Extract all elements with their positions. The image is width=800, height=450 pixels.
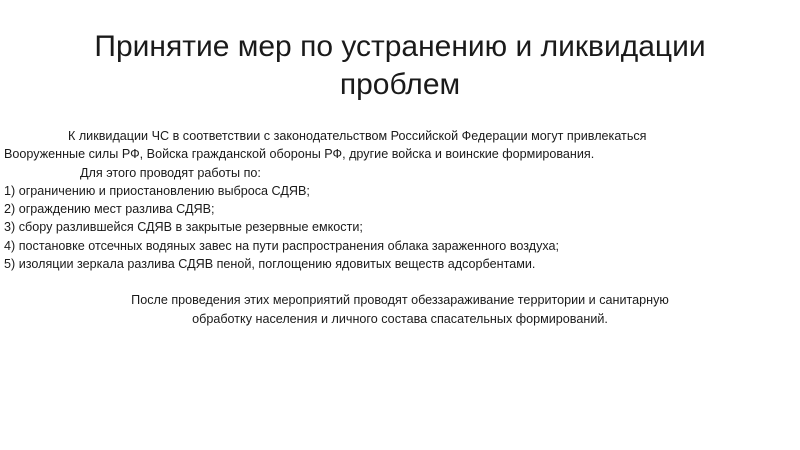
slide-title-line-1: Принятие мер по устранению и ликвидации [94,30,706,63]
list-item: 2) ограждению мест разлива СДЯВ; [4,202,215,217]
list-item: 4) постановке отсечных водяных завес на пути распространения облака зараженного воздуха; [4,238,560,253]
conclusion-line-1: После проведения этих мероприятий проводят обеззараживание территории и санитарную [131,293,669,308]
slide-body [4,127,796,328]
intro-line-1: К ликвидации ЧС в соответствии с законодательством Российской Федерации могут привлекаться [68,129,647,143]
slide-title [40,28,760,104]
intro-line-2: Вооруженные силы РФ, Войска гражданской обороны РФ, другие войска и воинские формирования. [4,147,595,162]
slide-title-line-2: проблем [339,68,461,101]
conclusion-line-2: обработку населения и личного состава спасательных формирований. [192,311,608,326]
list-item: 1) ограничению и приостановлению выброса СДЯВ; [4,183,310,198]
list-item: 5) изоляции зеркала разлива СДЯВ пеной, поглощению ядовитых веществ адсорбентами. [4,257,536,272]
spacer [4,273,796,291]
works-intro: Для этого проводят работы по: [80,165,261,180]
list-item: 3) сбору разлившейся СДЯВ в закрытые резервные емкости; [4,220,363,235]
